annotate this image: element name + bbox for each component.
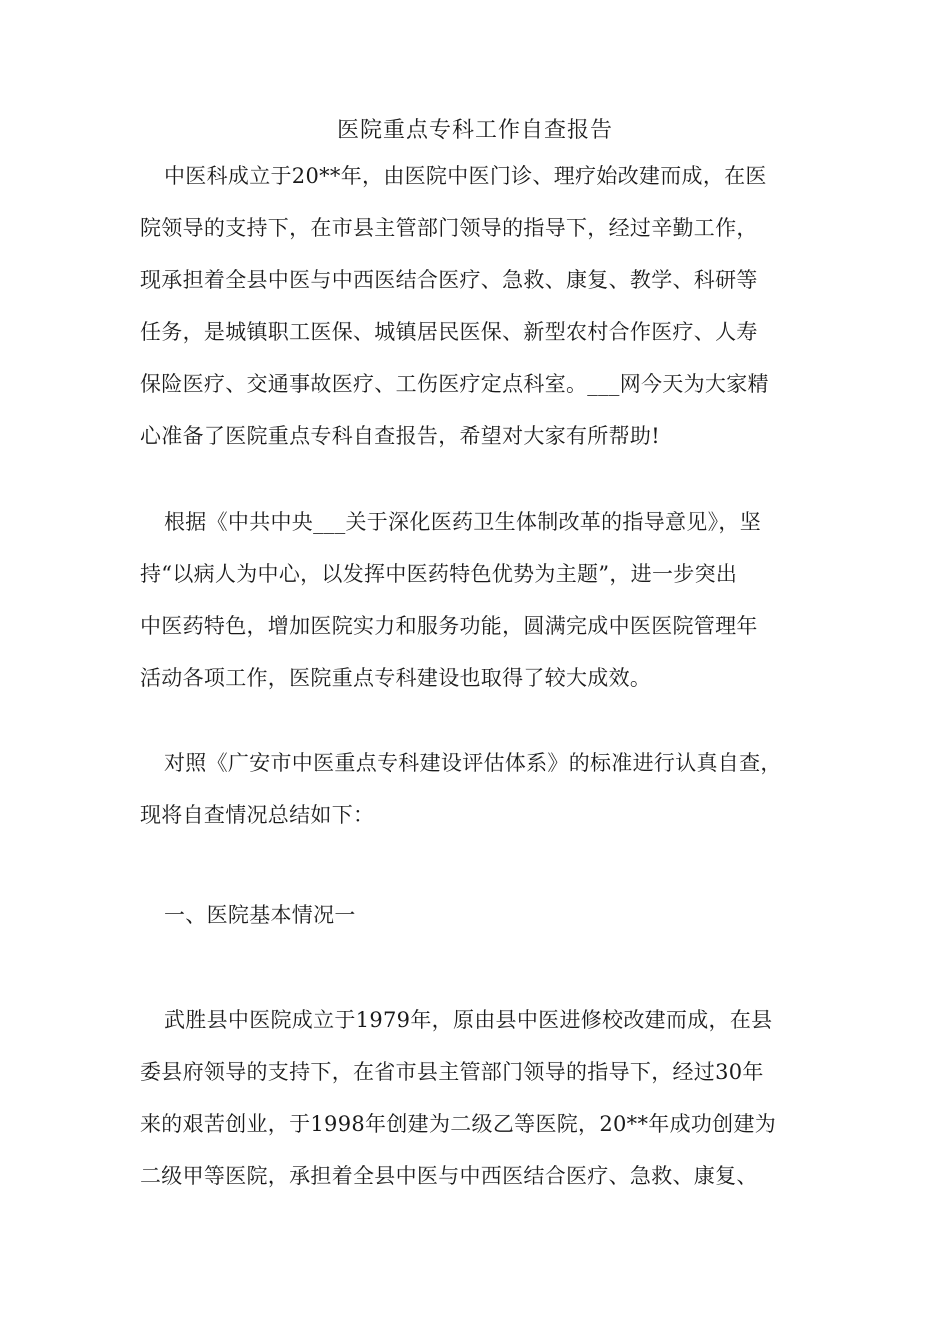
text-line: 根据《中共中央___关于深化医药卫生体制改革的指导意见》，坚 xyxy=(164,510,761,534)
document-title: 医院重点专科工作自查报告 xyxy=(336,118,613,143)
text-line: 活动各项工作，医院重点专科建设也取得了较大成效。 xyxy=(140,666,652,690)
text-line: 院领导的支持下，在市县主管部门领导的指导下，经过辛勤工作， xyxy=(140,216,758,240)
text-line: 任务，是城镇职工医保、城镇居民医保、新型农村合作医疗、人寿 xyxy=(140,320,758,344)
text-line: 中医科成立于20**年，由医院中医门诊、理疗始改建而成，在医 xyxy=(164,164,767,188)
paragraph-self-check xyxy=(140,737,820,841)
text-line: 中医药特色，增加医院实力和服务功能，圆满完成中医医院管理年 xyxy=(140,614,758,638)
text-line: 现承担着全县中医与中西医结合医疗、急救、康复、教学、科研等 xyxy=(140,268,758,292)
text-line: 心准备了医院重点专科自查报告，希望对大家有所帮助! xyxy=(140,424,660,448)
text-line: 委县府领导的支持下，在省市县主管部门领导的指导下，经过30年 xyxy=(140,1060,764,1084)
text-line: 对照《广安市中医重点专科建设评估体系》的标准进行认真自查， xyxy=(164,751,782,775)
section-heading-text: 一、医院基本情况一 xyxy=(164,903,356,927)
section-heading xyxy=(140,889,820,941)
text-line: 二级甲等医院，承担着全县中医与中西医结合医疗、急救、康复、 xyxy=(140,1164,758,1188)
paragraph-intro xyxy=(140,150,820,462)
paragraph-basis xyxy=(140,496,820,704)
text-line: 来的艰苦创业，于1998年创建为二级乙等医院，20**年成功创建为 xyxy=(140,1112,777,1136)
text-line: 持“以病人为中心，以发挥中医药特色优势为主题”，进一步突出 xyxy=(140,562,738,586)
text-line: 保险医疗、交通事故医疗、工伤医疗定点科室。___网今天为大家精 xyxy=(140,372,769,396)
paragraph-hospital-info xyxy=(140,994,820,1202)
text-line: 现将自查情况总结如下： xyxy=(140,803,375,827)
text-line: 武胜县中医院成立于1979年，原由县中医进修校改建而成，在县 xyxy=(164,1008,773,1032)
